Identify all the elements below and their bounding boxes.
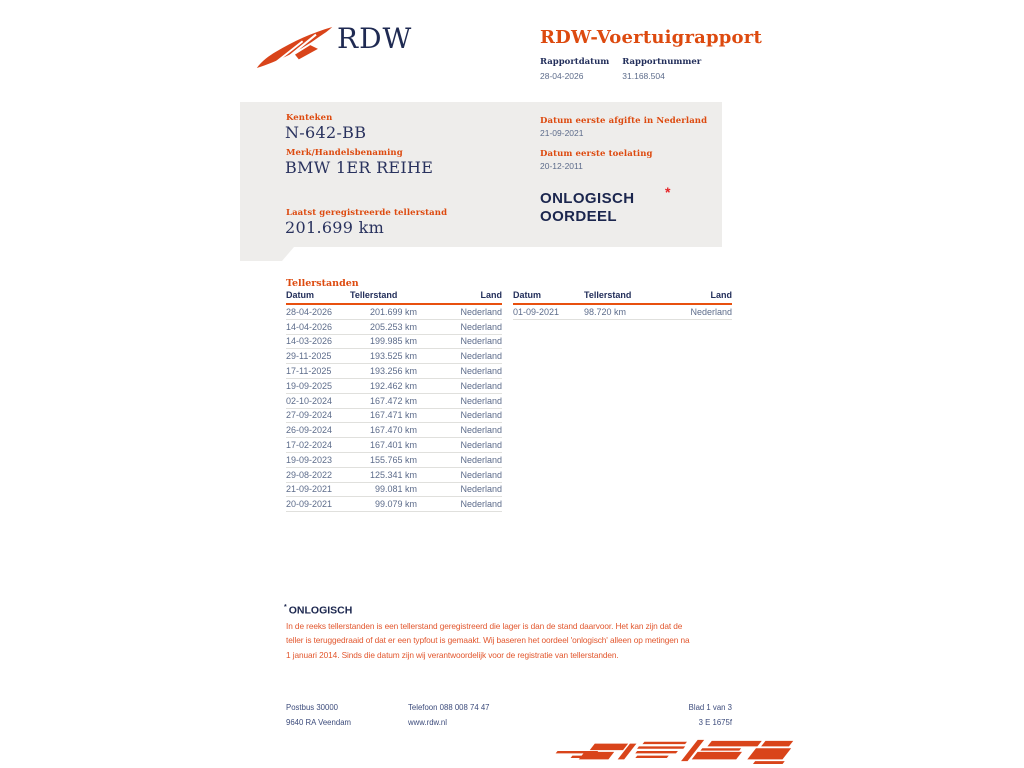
report-number-block [622,57,701,81]
table-row [286,320,502,335]
footnote-paragraph [286,619,690,662]
cell-tellerstand: 193.525 km [369,351,417,362]
cell-tellerstand: 193.256 km [369,366,417,377]
tellerstand-value: 201.699 km [285,218,385,237]
column-header-land: Land [480,290,502,300]
report-title: RDW-Voertuigrapport [540,27,762,48]
cell-datum: 20-09-2021 [286,499,333,510]
cell-tellerstand: 125.341 km [369,469,417,480]
cell-land: Nederland [460,469,502,480]
merk-label: Merk/Handelsbenaming [286,148,403,158]
table-row [286,349,502,364]
cell-land: Nederland [460,366,502,377]
footer-postbus: Postbus 30000 [286,703,339,712]
afgifte-label: Datum eerste afgifte in Nederland [540,116,708,126]
cell-tellerstand: 98.720 km [584,306,627,317]
table-row [286,409,502,424]
table-header-row [513,290,732,305]
footnote-line: 1 januari 2014. Sinds die datum zijn wij verantwoordelijk voor de registratie van tellerstanden. [286,649,619,660]
cell-land: Nederland [460,425,502,436]
cell-datum: 17-11-2025 [286,366,332,377]
cell-land: Nederland [460,336,502,347]
cell-land: Nederland [460,321,502,332]
cell-tellerstand: 167.470 km [369,425,417,436]
cell-land: Nederland [690,306,732,317]
cell-datum: 19-09-2025 [286,380,333,391]
cell-land: Nederland [460,499,502,510]
table-row [286,453,502,468]
afgifte-value: 21-09-2021 [540,128,584,138]
cell-datum: 21-09-2021 [286,484,333,495]
report-meta [540,57,701,81]
merk-value: BMW 1ER REIHE [285,158,434,177]
cell-tellerstand: 155.765 km [369,454,417,465]
cell-tellerstand: 205.253 km [369,321,417,332]
cell-land: Nederland [460,306,502,317]
cell-datum: 26-09-2024 [286,425,333,436]
column-header-tellerstand: Tellerstand [350,290,398,300]
footnote-line: In de reeks tellerstanden is een tellerstand geregistreerd die lager is dan de stand daarvoor. Het kan zijn dat de [286,621,683,631]
cell-land: Nederland [460,440,502,451]
verdict-line-1: ONLOGISCH [540,190,635,207]
column-header-tellerstand: Tellerstand [584,290,632,300]
cell-datum: 28-04-2026 [286,306,333,317]
cell-datum: 29-11-2025 [286,351,332,362]
verdict-text [540,190,634,226]
footer-page-number: Blad 1 van 3 [688,703,732,712]
cell-tellerstand: 167.401 km [369,440,417,451]
tellerstanden-table-right [513,290,732,320]
footnote-line: teller is teruggedraaid of dat er een typfout is gemaakt. Wij baseren het oordeel 'onlogisch' alleen op metingen na [286,635,690,646]
report-number-label: Rapportnummer [622,57,702,67]
table-row [513,305,732,320]
cell-tellerstand: 167.472 km [369,395,417,406]
cell-tellerstand: 99.081 km [374,484,417,495]
cell-datum: 01-09-2021 [513,306,560,317]
footer-contact [408,700,490,730]
verdict-asterisk: * [665,184,671,200]
tellerstanden-section-title: Tellerstanden [286,278,359,289]
tellerstanden-table-left [286,290,502,512]
table-row [286,438,502,453]
cell-tellerstand: 99.079 km [374,499,417,510]
table-row [286,335,502,350]
column-header-datum: Datum [513,290,542,300]
table-row [286,423,502,438]
footer-phone: Telefoon 088 008 74 47 [408,703,490,712]
footer-page-info [689,700,732,730]
cell-datum: 14-03-2026 [286,336,333,347]
cell-land: Nederland [460,454,502,465]
cell-tellerstand: 167.471 km [369,410,417,421]
tellerstand-label: Laatst geregistreerde tellerstand [286,208,448,218]
table-row [286,468,502,483]
cell-datum: 27-09-2024 [286,410,333,421]
panel-corner-tab [240,247,294,261]
footnote-title-text: ONLOGISCH [288,604,353,617]
cell-land: Nederland [460,395,502,406]
footnote-asterisk: * [284,604,287,611]
kenteken-label: Kenteken [286,113,333,123]
report-date-label: Rapportdatum [540,57,610,67]
footer-form-code: 3 E 1675f [698,718,732,727]
toelating-value: 20-12-2011 [540,161,583,171]
cell-tellerstand: 199.985 km [369,336,417,347]
cell-datum: 29-08-2022 [286,469,333,480]
footer-city: 9640 RA Veendam [286,718,352,727]
rdw-wing-logo-icon [256,26,334,68]
verdict-line-2: OORDEEL [540,208,617,225]
table-row [286,483,502,498]
cell-tellerstand: 201.699 km [369,306,417,317]
table-header-row [286,290,502,305]
table-row [286,497,502,512]
footnote-title [284,604,352,617]
cell-land: Nederland [460,484,502,495]
report-date-value: 28-04-2026 [540,71,584,81]
cell-datum: 19-09-2023 [286,454,333,465]
cell-land: Nederland [460,380,502,391]
table-row [286,364,502,379]
table-row [286,379,502,394]
kenteken-value: N-642-BB [285,123,367,142]
table-row [286,305,502,320]
footer-address [286,700,351,730]
rdw-logo-text: RDW [337,22,413,55]
toelating-label: Datum eerste toelating [540,149,653,159]
table-row [286,394,502,409]
cell-datum: 14-04-2026 [286,321,333,332]
vehicle-summary-panel [240,102,722,247]
column-header-datum: Datum [286,290,315,300]
cell-datum: 17-02-2024 [286,440,333,451]
report-date-block [540,57,609,81]
cell-land: Nederland [460,410,502,421]
table-body [513,305,732,320]
footer-website: www.rdw.nl [408,718,447,727]
table-body [286,305,502,512]
report-number-value: 31.168.504 [622,71,665,81]
decorative-stripes-graphic [548,736,798,766]
cell-datum: 02-10-2024 [286,395,333,406]
cell-land: Nederland [460,351,502,362]
column-header-land: Land [710,290,732,300]
cell-tellerstand: 192.462 km [369,380,417,391]
